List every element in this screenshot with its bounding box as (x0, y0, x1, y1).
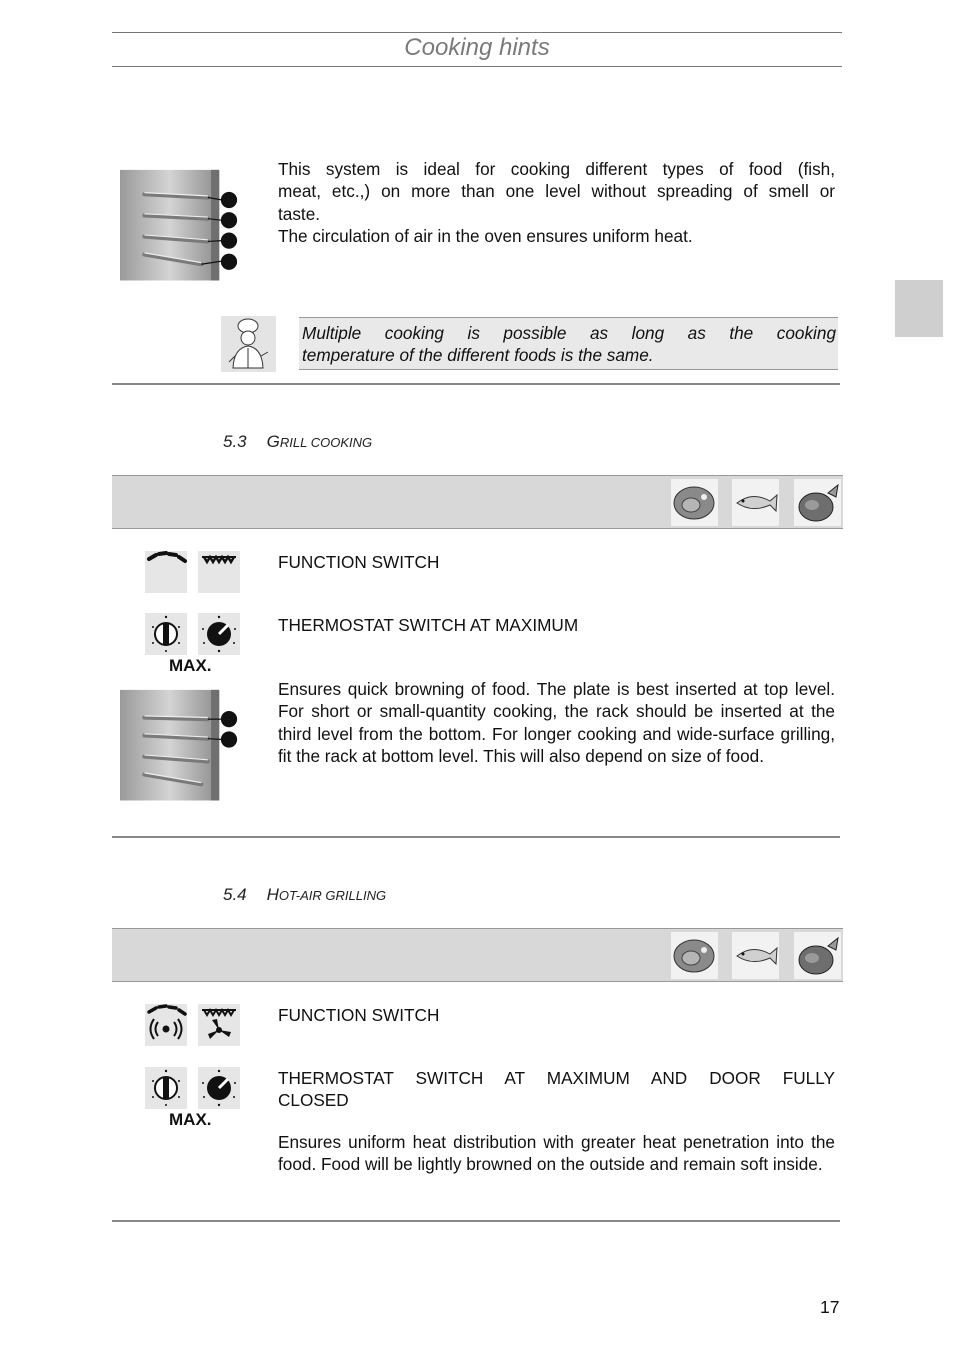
chapter-tab (895, 280, 943, 337)
fan-icon (198, 1004, 240, 1046)
level-1-marker: 1 (249, 260, 259, 277)
section-divider-3 (112, 1220, 840, 1222)
section-5-4-max-label: MAX. (169, 1110, 212, 1129)
section-5-4-title-rest: OT-AIR GRILLING (278, 888, 387, 903)
intro-text-line-4: The circulation of air in the oven ensures uniform heat. (278, 226, 693, 246)
function-knob-icon (145, 613, 187, 655)
function-knob-icon (145, 1067, 187, 1109)
intro-text-line-2: meat, etc.,) on more than one level without spreading of smell or (278, 181, 835, 201)
section-divider-2 (112, 836, 840, 838)
section-5-3-title-rest: RILL COOKING (279, 435, 373, 450)
section-5-4-function-label: FUNCTION SWITCH (278, 1005, 440, 1025)
section-5-3-food-band (112, 475, 843, 529)
thermostat-knob-icon (198, 613, 240, 655)
section-5-4-thermostat-label-line-1: THERMOSTAT SWITCH AT MAXIMUM AND DOOR FULLY (278, 1068, 835, 1088)
top-element-icon (198, 551, 240, 593)
page-number: 17 (820, 1297, 840, 1317)
note-box (299, 317, 838, 370)
page-title: Cooking hints (404, 34, 550, 61)
intro-text-line-1: This system is ideal for cooking different types of food (fish, (278, 159, 835, 179)
section-5-4-food-band (112, 928, 843, 982)
section-5-4-number: 5.4 (223, 885, 247, 904)
chef-icon (221, 316, 276, 372)
section-5-4-heading (223, 885, 386, 905)
section-5-3-title-cap: G (266, 432, 280, 451)
header-top-rule (112, 32, 842, 33)
section-5-3-thermostat-label: THERMOSTAT SWITCH AT MAXIMUM (278, 615, 579, 635)
intro-text-line-3: taste. (278, 204, 321, 224)
note-line-1: Multiple cooking is possible as long as the cooking (302, 323, 836, 343)
section-5-4-thermostat-label-line-2: CLOSED (278, 1090, 349, 1110)
header-bottom-rule (112, 66, 842, 67)
level-3-marker: 3 (249, 209, 259, 226)
level-4-marker: 4 (249, 184, 259, 201)
grill-element-icon (145, 551, 187, 593)
section-divider-1 (112, 383, 840, 385)
poultry-icon (794, 932, 841, 979)
section-5-4-title-cap: H (266, 885, 279, 904)
poultry-icon (794, 479, 841, 526)
level-2-marker: 2 (249, 234, 259, 251)
section-5-3-function-label: FUNCTION SWITCH (278, 552, 440, 572)
section-5-3-max-label: MAX. (169, 656, 212, 675)
grill-level-4-marker: 4 (249, 703, 259, 720)
section-5-3-number: 5.3 (223, 432, 247, 451)
fish-icon (732, 479, 779, 526)
oven-grill-levels-illustration (120, 678, 242, 814)
thermostat-knob-icon (198, 1067, 240, 1109)
section-5-4-body: Ensures uniform heat distribution with greater heat penetration into the food. Food will be lightly browned on the outside and remain soft inside. (278, 1132, 835, 1175)
oven-shelf-levels-illustration (120, 158, 242, 294)
section-5-3-body: Ensures quick browning of food. The plate is best inserted at top level. For short or small-quantity cooking, the rack should be inserted at the third level from the bottom. For longer cooking and wide-surface grilling, fit the rack at bottom level. This will also depend on size of food. (278, 679, 835, 767)
meat-icon (671, 479, 718, 526)
note-line-2: temperature of the different foods is the same. (302, 345, 654, 365)
section-5-3-heading (223, 432, 372, 452)
fan-grill-icon (145, 1004, 187, 1046)
meat-icon (671, 932, 718, 979)
grill-level-3-marker: 3 (249, 728, 259, 745)
fish-icon (732, 932, 779, 979)
